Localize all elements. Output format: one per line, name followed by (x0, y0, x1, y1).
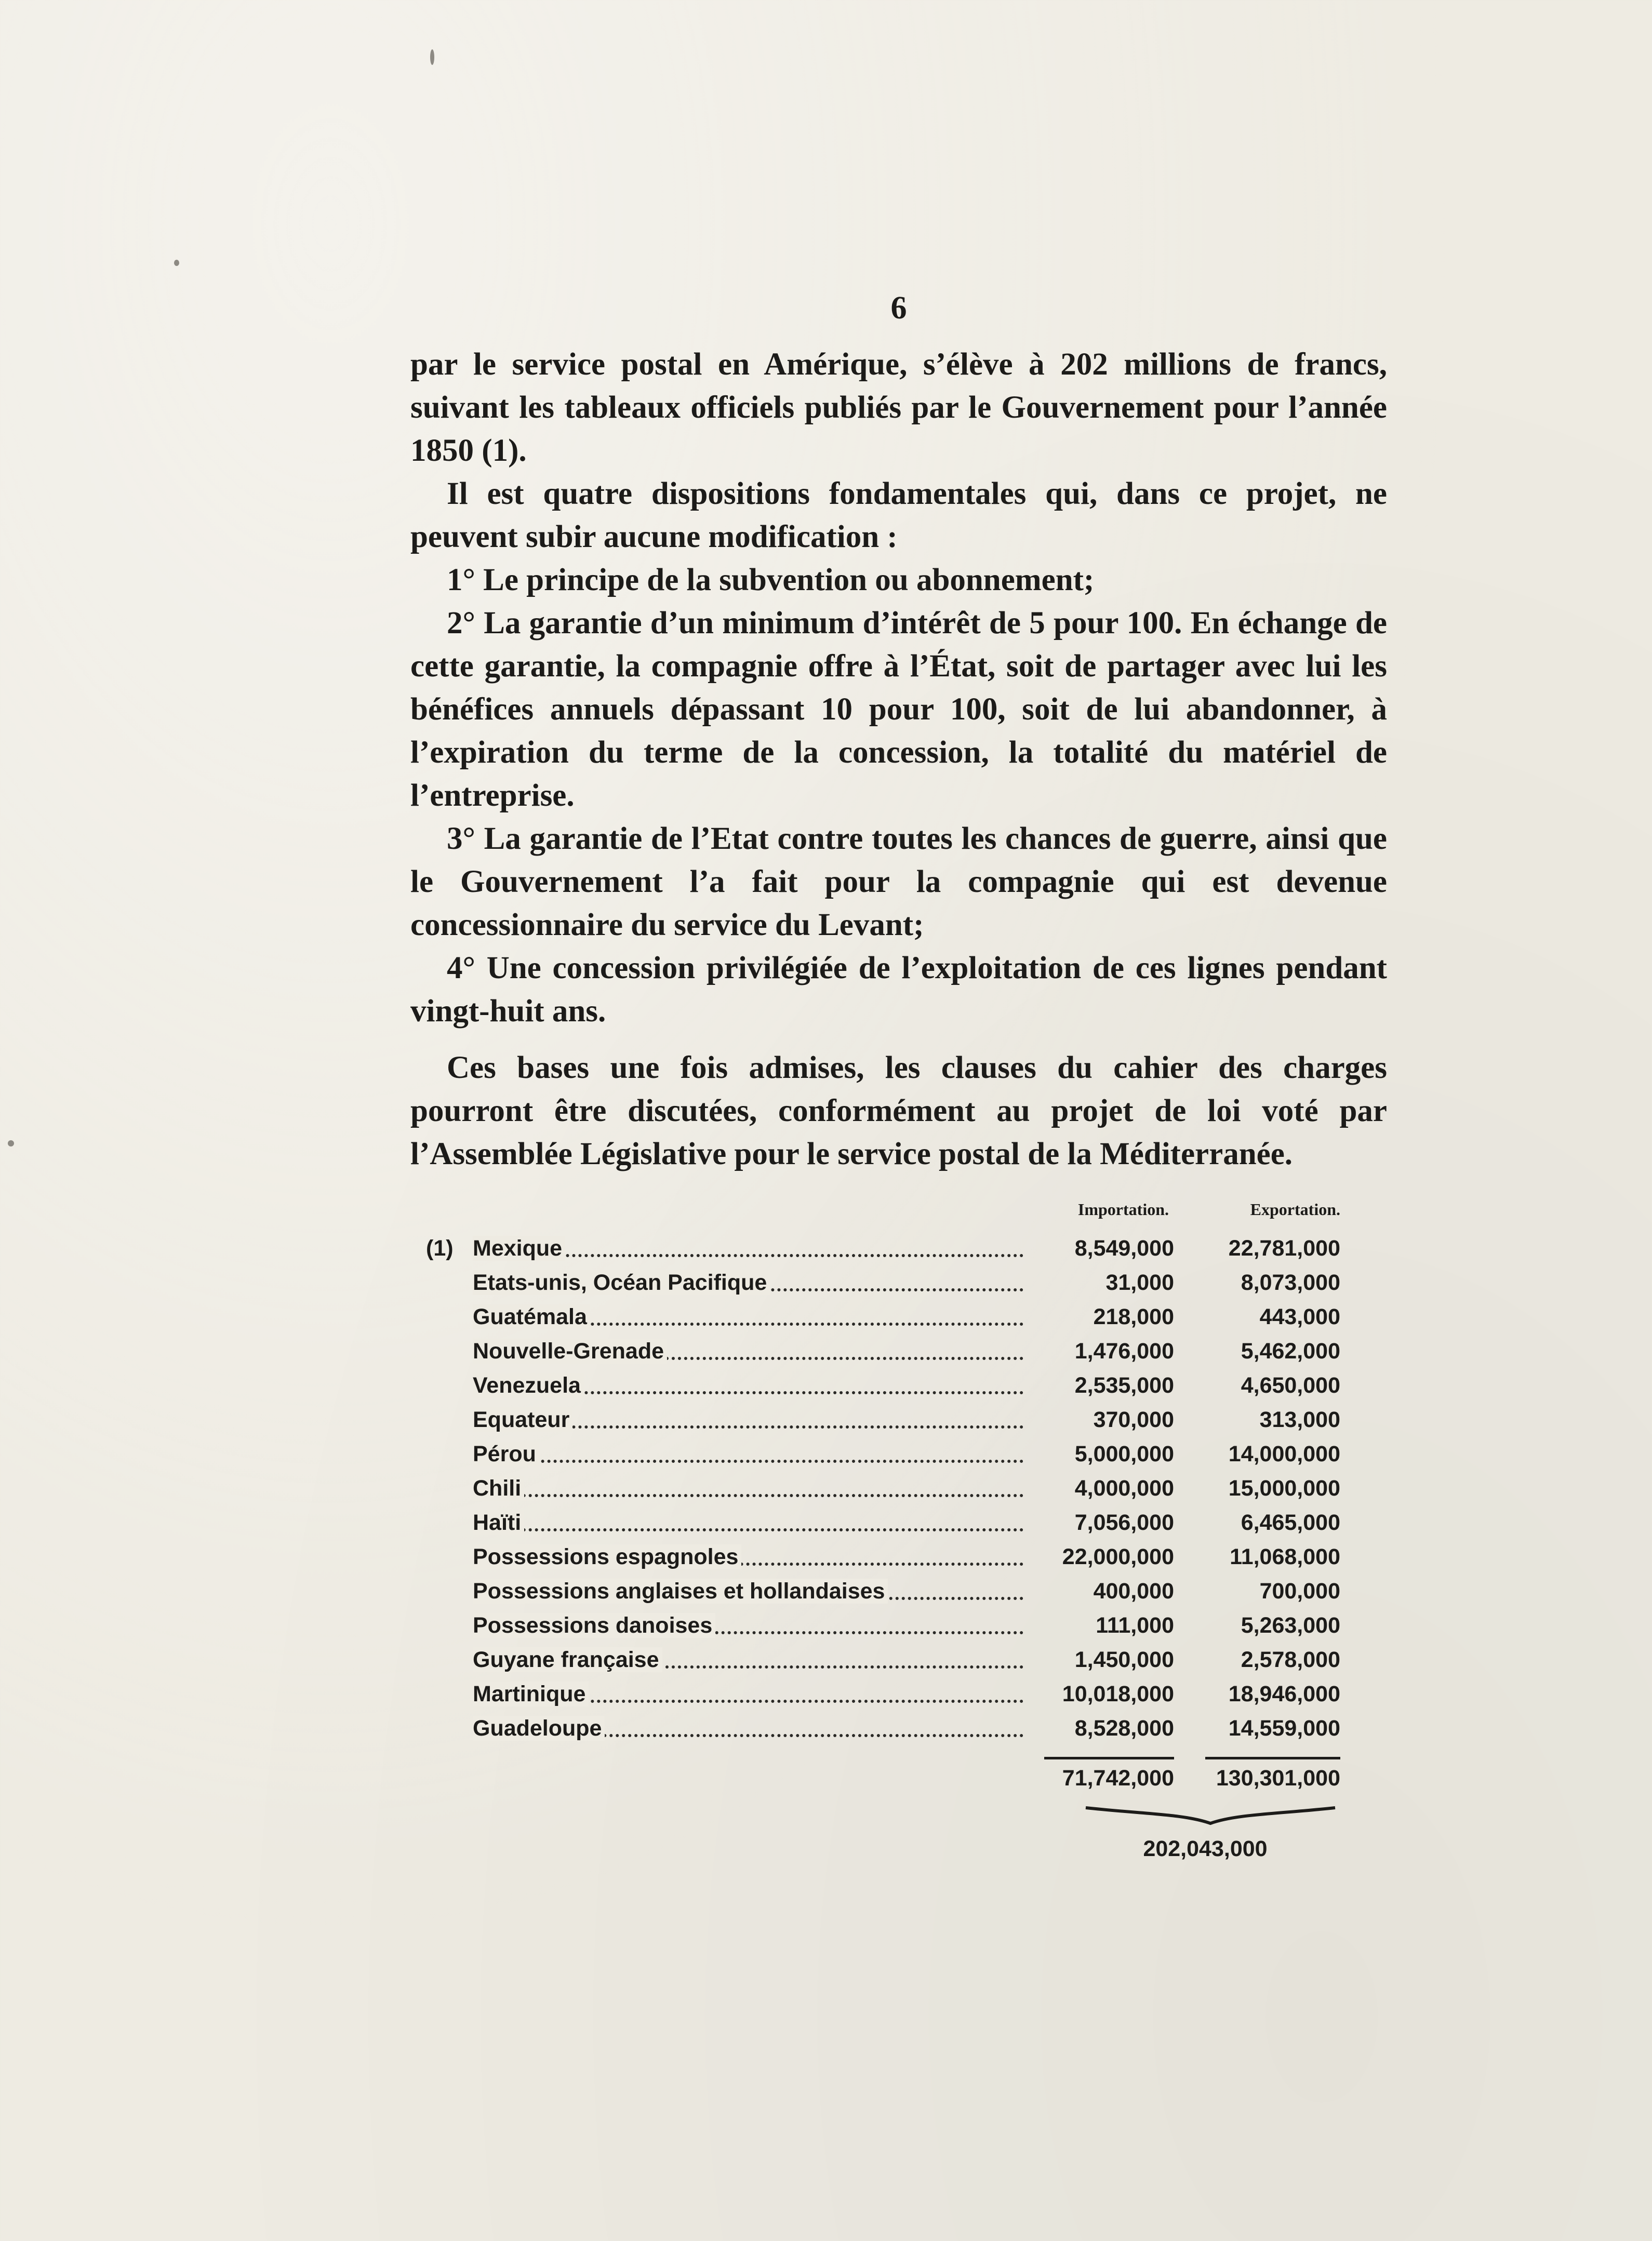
importation-value: 8,528,000 (1074, 1716, 1174, 1741)
country-name: Etats-unis, Océan Pacifique (473, 1270, 770, 1295)
disposition-3: 3° La garantie de l’Etat contre toutes les chances de guerre, ainsi que le Gouvernement l’a fait pour la compagnie qui est devenue concessionnaire du service du Levant; (410, 821, 1387, 942)
page-number: 6 (890, 290, 907, 326)
country-name: Possessions espagnoles (473, 1544, 741, 1569)
exportation-value: 11,068,000 (1230, 1544, 1340, 1569)
column-totals (426, 1760, 1340, 1796)
paper-speck (174, 260, 179, 266)
footnote-marker: (1) (426, 1236, 454, 1261)
country-cell (473, 1574, 1023, 1608)
country-name: Venezuela (473, 1373, 584, 1398)
paragraph-dispositions: Il est quatre dispositions fondamentales qui, dans ce projet, ne peuvent subir aucune modification : (410, 476, 1387, 554)
table-row (426, 1677, 1340, 1711)
country-name: Equateur (473, 1407, 572, 1432)
table-row (426, 1643, 1340, 1677)
disposition-4: 4° Une concession privilégiée de l’exploitation de ces lignes pendant vingt-huit ans. (410, 951, 1387, 1029)
table-row (426, 1231, 1340, 1265)
dot-leader (473, 1528, 1023, 1531)
country-cell (473, 1437, 1023, 1471)
disposition-1: 1° Le principe de la subvention ou abonnement; (447, 563, 1095, 597)
importation-value: 370,000 (1093, 1407, 1174, 1432)
importation-value: 1,450,000 (1074, 1647, 1174, 1672)
total-importation: 71,742,000 (1062, 1766, 1174, 1791)
country-cell (473, 1608, 1023, 1643)
table-row (426, 1540, 1340, 1574)
importation-value: 10,018,000 (1062, 1682, 1174, 1706)
country-name: Chili (473, 1476, 524, 1501)
country-cell (473, 1231, 1023, 1265)
country-cell (473, 1677, 1023, 1711)
table-row (426, 1403, 1340, 1437)
importation-value: 8,549,000 (1074, 1236, 1174, 1261)
country-name: Guatémala (473, 1304, 590, 1329)
table-row (426, 1574, 1340, 1608)
import-total-rule (1044, 1757, 1174, 1759)
country-name: Mexique (473, 1236, 565, 1261)
total-exportation: 130,301,000 (1216, 1766, 1340, 1791)
export-total-rule (1205, 1757, 1340, 1759)
country-name: Guyane française (473, 1647, 662, 1672)
brace-connector (1081, 1803, 1340, 1834)
exportation-value: 14,559,000 (1228, 1716, 1340, 1741)
footnote-rows (426, 1231, 1340, 1745)
country-cell (473, 1334, 1023, 1368)
header-importation: Importation. (1077, 1200, 1169, 1219)
paper-speck (8, 1140, 14, 1146)
country-cell (473, 1403, 1023, 1437)
paragraph-intro: par le service postal en Amérique, s’élève à 202 millions de francs, suivant les tableaux officiels publiés par le Gouvernement pour l’année 1850 (1). (410, 347, 1387, 468)
exportation-value: 6,465,000 (1241, 1510, 1340, 1535)
importation-value: 7,056,000 (1074, 1510, 1174, 1535)
country-cell (473, 1540, 1023, 1574)
importation-value: 31,000 (1105, 1270, 1174, 1295)
table-row (426, 1265, 1340, 1300)
importation-value: 2,535,000 (1074, 1373, 1174, 1398)
importation-value: 5,000,000 (1074, 1442, 1174, 1466)
exportation-value: 2,578,000 (1241, 1647, 1340, 1672)
country-name: Possessions anglaises et hollandaises (473, 1579, 888, 1604)
table-row (426, 1608, 1340, 1643)
importation-value: 218,000 (1093, 1304, 1174, 1329)
exportation-value: 18,946,000 (1228, 1682, 1340, 1706)
table-row (426, 1368, 1340, 1403)
exportation-value: 15,000,000 (1228, 1476, 1340, 1501)
exportation-value: 313,000 (1259, 1407, 1340, 1432)
exportation-value: 5,462,000 (1241, 1339, 1340, 1364)
importation-value: 1,476,000 (1074, 1339, 1174, 1364)
country-cell (473, 1265, 1023, 1300)
country-name: Pérou (473, 1442, 539, 1466)
country-cell (473, 1505, 1023, 1540)
body-text (410, 343, 1387, 1176)
disposition-2: 2° La garantie d’un minimum d’intérêt de 5 pour 100. En échange de cette garantie, la compagnie offre à l’État, soit de partager avec lui les bénéfices annuels dépassant 10 pour 100, soit de lui abandonner, à l’expiration du terme de la concession, la totalité du matériel de l’entreprise. (410, 606, 1387, 813)
importation-value: 4,000,000 (1074, 1476, 1174, 1501)
country-name: Nouvelle-Grenade (473, 1339, 667, 1364)
country-name: Haïti (473, 1510, 524, 1535)
paper-speck (430, 49, 434, 65)
footnote-header (426, 1200, 1340, 1231)
table-row (426, 1471, 1340, 1505)
table-row (426, 1437, 1340, 1471)
exportation-value: 8,073,000 (1241, 1270, 1340, 1295)
importation-value: 111,000 (1096, 1613, 1174, 1638)
exportation-value: 14,000,000 (1228, 1442, 1340, 1466)
country-name: Guadeloupe (473, 1716, 605, 1741)
table-row (426, 1505, 1340, 1540)
country-cell (473, 1711, 1023, 1745)
paragraph-conclusion: Ces bases une fois admises, les clauses du cahier des charges pourront être discutées, conformément au projet de loi voté par l’Assemblée Législative pour le service postal de la Méditerranée. (410, 1050, 1387, 1171)
importation-value: 22,000,000 (1062, 1544, 1174, 1569)
country-cell (473, 1471, 1023, 1505)
exportation-value: 700,000 (1259, 1579, 1340, 1604)
country-cell (473, 1300, 1023, 1334)
country-name: Possessions danoises (473, 1613, 715, 1638)
exportation-value: 22,781,000 (1228, 1236, 1340, 1261)
table-row (426, 1334, 1340, 1368)
grand-total-value: 202,043,000 (1143, 1836, 1268, 1861)
importation-value: 400,000 (1093, 1579, 1174, 1604)
table-row (426, 1300, 1340, 1334)
exportation-value: 4,650,000 (1241, 1373, 1340, 1398)
header-exportation: Exportation. (1250, 1200, 1340, 1219)
table-row (426, 1711, 1340, 1745)
exportation-value: 5,263,000 (1241, 1613, 1340, 1638)
exportation-value: 443,000 (1259, 1304, 1340, 1329)
country-cell (473, 1643, 1023, 1677)
country-cell (473, 1368, 1023, 1403)
country-name: Martinique (473, 1682, 589, 1706)
footnote-table (426, 1200, 1340, 1745)
dot-leader (473, 1460, 1023, 1463)
dot-leader (473, 1494, 1023, 1497)
